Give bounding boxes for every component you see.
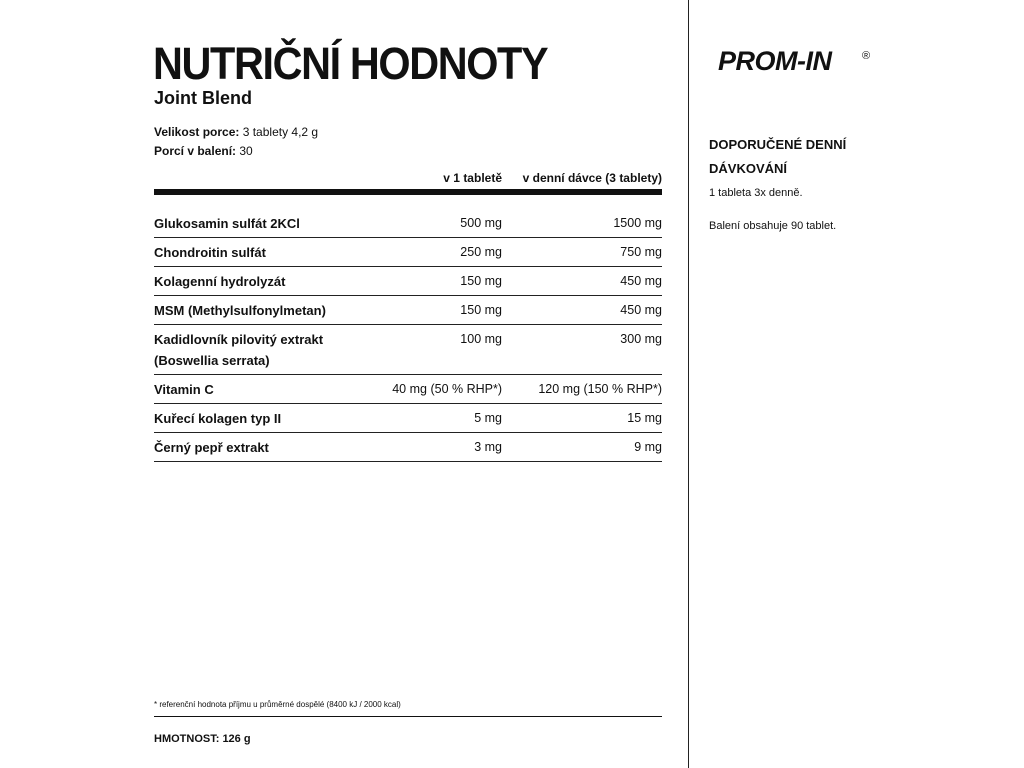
ingredient-name: Černý pepř extrakt — [154, 440, 269, 455]
value-per-daily-dose: 15 mg — [627, 411, 662, 425]
value-per-daily-dose: 450 mg — [620, 303, 662, 317]
value-per-daily-dose: 9 mg — [634, 440, 662, 454]
value-per-tablet: 100 mg — [460, 332, 502, 346]
ingredient-name-line-2: (Boswellia serrata) — [154, 353, 270, 368]
nutrition-table — [154, 168, 662, 462]
value-per-daily-dose: 1500 mg — [613, 216, 662, 230]
table-row — [154, 433, 662, 462]
registered-mark: ® — [862, 50, 871, 62]
table-row — [154, 296, 662, 325]
package-contents: Balení obsahuje 90 tablet. — [709, 220, 837, 232]
value-per-tablet: 40 mg (50 % RHP*) — [392, 382, 502, 396]
value-per-daily-dose: 120 mg (150 % RHP*) — [538, 382, 662, 396]
ingredient-name-line-1: Kadidlovník pilovitý extrakt — [154, 332, 324, 347]
table-header — [154, 168, 662, 195]
serving-size-label: Velikost porce: — [154, 125, 240, 139]
value-per-daily-dose: 750 mg — [620, 245, 662, 259]
brand-logo: PROM-IN — [718, 46, 832, 76]
value-per-tablet: 150 mg — [460, 274, 502, 288]
footnote: * referenční hodnota příjmu u průměrné dospělé (8400 kJ / 2000 kcal) — [154, 700, 401, 709]
table-row — [154, 375, 662, 404]
serving-size — [154, 124, 318, 140]
table-row — [154, 209, 662, 238]
value-per-tablet: 500 mg — [460, 216, 502, 230]
vertical-divider — [688, 0, 689, 768]
dosage-instruction: 1 tableta 3x denně. — [709, 187, 803, 199]
product-name: Joint Blend — [154, 88, 252, 108]
ingredient-name: MSM (Methylsulfonylmetan) — [154, 303, 326, 318]
table-row — [154, 404, 662, 433]
servings-per-pack-value: 30 — [239, 144, 253, 158]
page-title: NUTRIČNÍ HODNOTY — [153, 38, 548, 89]
table-row — [154, 325, 662, 375]
servings-per-pack — [154, 143, 253, 159]
net-weight: HMOTNOST: 126 g — [154, 733, 251, 745]
ingredient-name: Chondroitin sulfát — [154, 245, 266, 260]
column-header-per-daily-dose: v denní dávce (3 tablety) — [522, 171, 662, 185]
value-per-tablet: 3 mg — [474, 440, 502, 454]
value-per-tablet: 150 mg — [460, 303, 502, 317]
servings-per-pack-label: Porcí v balení: — [154, 144, 237, 158]
ingredient-name: Kolagenní hydrolyzát — [154, 274, 286, 289]
serving-size-value: 3 tablety 4,2 g — [242, 125, 319, 139]
footnote-divider — [154, 716, 662, 717]
table-row — [154, 238, 662, 267]
value-per-tablet: 5 mg — [474, 411, 502, 425]
value-per-daily-dose: 450 mg — [620, 274, 662, 288]
table-row — [154, 267, 662, 296]
ingredient-name: Kuřecí kolagen typ II — [154, 411, 282, 426]
column-header-per-tablet: v 1 tabletě — [443, 171, 502, 185]
value-per-tablet: 250 mg — [460, 245, 502, 259]
ingredient-name: Vitamin C — [154, 382, 214, 397]
ingredient-name: Glukosamin sulfát 2KCl — [154, 216, 300, 231]
dosage-heading: DOPORUČENÉ DENNÍ DÁVKOVÁNÍ — [709, 137, 847, 176]
value-per-daily-dose: 300 mg — [620, 332, 662, 346]
ingredient-name — [154, 325, 662, 374]
